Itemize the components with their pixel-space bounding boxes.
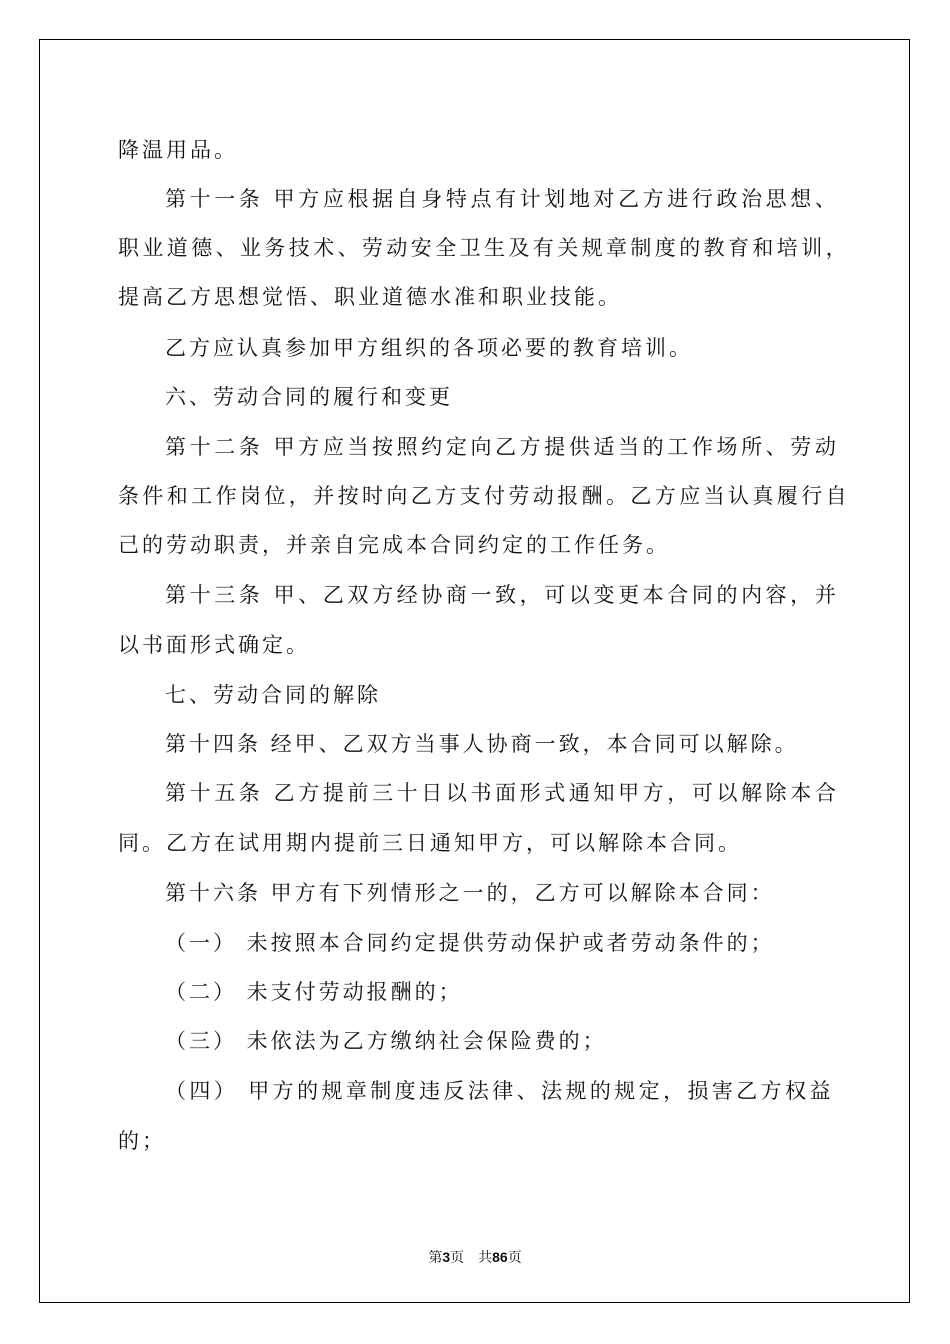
text-line: 职业道德、业务技术、劳动安全卫生及有关规章制度的教育和培训， <box>118 236 850 260</box>
text-line: 降温用品。 <box>118 138 238 162</box>
list-item: （一） 未按照本合同约定提供劳动保护或者劳动条件的； <box>165 931 775 955</box>
text-line: 第十四条 经甲、乙双方当事人协商一致，本合同可以解除。 <box>165 732 799 756</box>
text-line: 己的劳动职责，并亲自完成本合同约定的工作任务。 <box>118 533 670 557</box>
list-item: （二） 未支付劳动报酬的； <box>165 980 463 1004</box>
section-heading: 七、劳动合同的解除 <box>165 683 381 707</box>
footer-mid: 页 共 <box>450 1250 493 1266</box>
text-line: 同。乙方在试用期内提前三日通知甲方，可以解除本合同。 <box>118 831 742 855</box>
footer-suffix: 页 <box>507 1250 522 1266</box>
text-line: 第十五条 乙方提前三十日以书面形式通知甲方，可以解除本合 <box>165 781 840 805</box>
list-item: （四） 甲方的规章制度违反法律、法规的规定，损害乙方权益 <box>165 1079 834 1103</box>
text-line: 第十三条 甲、乙双方经协商一致，可以变更本合同的内容，并 <box>165 583 840 607</box>
text-line: 乙方应认真参加甲方组织的各项必要的教育培训。 <box>165 336 693 360</box>
total-pages: 86 <box>492 1249 508 1265</box>
footer-prefix: 第 <box>428 1250 443 1266</box>
text-line: 以书面形式确定。 <box>118 633 310 657</box>
text-line: 第十一条 甲方应根据自身特点有计划地对乙方进行政治思想、 <box>165 187 840 211</box>
section-heading: 六、劳动合同的履行和变更 <box>165 385 453 409</box>
list-item: （三） 未依法为乙方缴纳社会保险费的； <box>165 1029 607 1053</box>
list-item: 的； <box>118 1129 166 1153</box>
page-footer <box>0 1247 950 1267</box>
text-line: 提高乙方思想觉悟、职业道德水准和职业技能。 <box>118 285 622 309</box>
text-line: 第十二条 甲方应当按照约定向乙方提供适当的工作场所、劳动 <box>165 435 840 459</box>
text-line: 第十六条 甲方有下列情形之一的，乙方可以解除本合同： <box>165 881 775 905</box>
page-number: 3 <box>442 1249 451 1265</box>
text-line: 条件和工作岗位，并按时向乙方支付劳动报酬。乙方应当认真履行自 <box>118 484 850 508</box>
